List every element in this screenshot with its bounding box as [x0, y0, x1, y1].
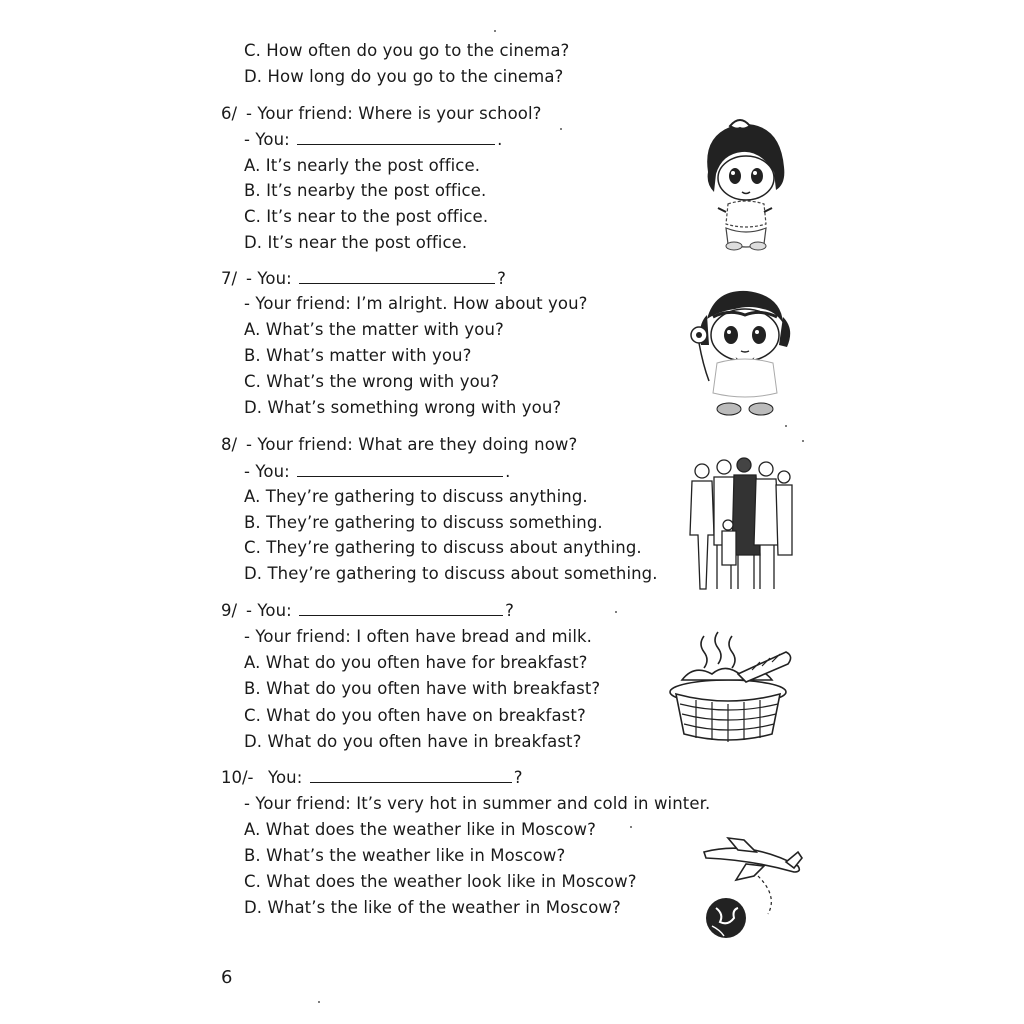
- q6-prompt: - Your friend: Where is your school?: [246, 104, 542, 123]
- q10-answer-line: [268, 768, 523, 788]
- q10-blank: [310, 768, 512, 783]
- q8-answer-line: [244, 462, 511, 482]
- q9-reply: - Your friend: I often have bread and milk.: [244, 627, 593, 646]
- q7-option-a: A. What’s the matter with you?: [244, 320, 504, 339]
- print-speck: [615, 611, 617, 613]
- q6-answer-line: [244, 130, 503, 150]
- q7-number: 7/: [221, 269, 238, 288]
- q8-end-punct: .: [505, 462, 511, 481]
- q6-you-label: - You:: [244, 130, 290, 149]
- q6-blank: [297, 130, 495, 145]
- q6-option-a: A. It’s nearly the post office.: [244, 156, 481, 175]
- q7-option-d: D. What’s something wrong with you?: [244, 398, 562, 417]
- q9-option-a: A. What do you often have for breakfast?: [244, 653, 588, 672]
- q8-option-d: D. They’re gathering to discuss about something.: [244, 564, 658, 583]
- q7-reply: - Your friend: I’m alright. How about you?: [244, 294, 588, 313]
- q10-reply: - Your friend: It’s very hot in summer and cold in winter.: [244, 794, 711, 813]
- q8-prompt: - Your friend: What are they doing now?: [246, 435, 578, 454]
- girl-with-flower-illustration: [685, 285, 800, 420]
- q5-option-c: C. How often do you go to the cinema?: [244, 41, 570, 60]
- q10-option-c: C. What does the weather look like in Moscow?: [244, 872, 637, 891]
- group-of-people-illustration: [684, 455, 794, 595]
- q10-option-b: B. What’s the weather like in Moscow?: [244, 846, 566, 865]
- q7-answer-line: [246, 269, 506, 289]
- q7-option-c: C. What’s the wrong with you?: [244, 372, 500, 391]
- print-speck: [785, 425, 787, 427]
- q8-you-label: - You:: [244, 462, 290, 481]
- q7-end-punct: ?: [497, 269, 507, 288]
- print-speck: [494, 30, 496, 32]
- q6-end-punct: .: [497, 130, 503, 149]
- q8-option-a: A. They’re gathering to discuss anything.: [244, 487, 588, 506]
- q9-option-c: C. What do you often have on breakfast?: [244, 706, 586, 725]
- q10-option-a: A. What does the weather like in Moscow?: [244, 820, 596, 839]
- q9-you-label: - You:: [246, 601, 292, 620]
- q8-number: 8/: [221, 435, 238, 454]
- print-speck: [630, 826, 632, 828]
- q8-option-b: B. They’re gathering to discuss something.: [244, 513, 603, 532]
- q10-number: 10/-: [221, 768, 254, 787]
- q8-option-c: C. They’re gathering to discuss about anything.: [244, 538, 642, 557]
- q9-option-b: B. What do you often have with breakfast?: [244, 679, 601, 698]
- q7-you-label: - You:: [246, 269, 292, 288]
- q9-answer-line: [246, 601, 514, 621]
- bread-basket-illustration: [668, 630, 798, 745]
- q10-option-d: D. What’s the like of the weather in Moscow?: [244, 898, 621, 917]
- print-speck: [560, 128, 562, 130]
- q6-option-b: B. It’s nearby the post office.: [244, 181, 487, 200]
- q6-option-d: D. It’s near the post office.: [244, 233, 468, 252]
- page-number: 6: [221, 967, 233, 988]
- q6-number: 6/: [221, 104, 238, 123]
- q9-blank: [299, 601, 503, 616]
- airplane-and-globe-illustration: [698, 836, 808, 946]
- q6-option-c: C. It’s near to the post office.: [244, 207, 489, 226]
- q8-blank: [297, 462, 503, 477]
- print-speck: [802, 440, 804, 442]
- q7-blank: [299, 269, 495, 284]
- q7-option-b: B. What’s matter with you?: [244, 346, 472, 365]
- q5-option-d: D. How long do you go to the cinema?: [244, 67, 564, 86]
- print-speck: [318, 1001, 320, 1003]
- q9-end-punct: ?: [505, 601, 515, 620]
- q10-you-label: You:: [268, 768, 303, 787]
- q9-option-d: D. What do you often have in breakfast?: [244, 732, 582, 751]
- girl-illustration: [700, 112, 790, 252]
- q9-number: 9/: [221, 601, 238, 620]
- q10-end-punct: ?: [513, 768, 523, 787]
